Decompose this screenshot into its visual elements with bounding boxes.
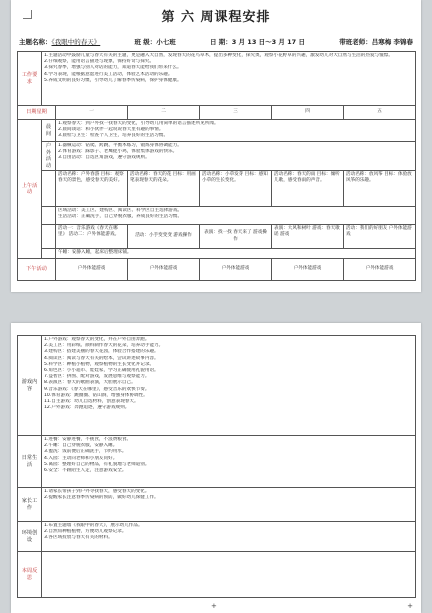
environment-line: 3.各区域投放与春天有关的材料。 [44,535,113,541]
theme-field [19,37,100,46]
game-line: 10.体育游戏：跳圈圈、钻山洞，增强身体协调性。 [44,392,148,398]
outdoor-cell [56,142,416,171]
game-content-label: 游戏内容 [18,336,42,436]
day-header: 三 [200,106,272,120]
teacher-value: 吕寒梅 李锦春 [371,38,413,46]
area-label [42,171,56,207]
game-line: 6.角色区：小小超市、娃娃家，学习正确使用礼貌用语。 [44,368,159,374]
afternoon-note-cell: 午睡：安静入睡，起床后整理床铺。 [56,249,416,259]
theme-label: 主题名称： [19,38,52,46]
area-cell-fri: 活动名称：放风筝 目标：体验放风筝的乐趣。 [344,171,416,207]
afternoon-note-blank [42,249,56,259]
morning-cell [56,120,416,142]
day-header: 二 [128,106,200,120]
class-field [134,37,175,46]
parent-work-line: 2.提醒家长注意春季传染病的预防，做好幼儿保健工作。 [44,495,159,501]
area-cell-tue: 活动名称：春天的花 目标：用画笔表现春天的花朵。 [128,171,200,207]
area-cell-wed: 活动名称：小草发芽 目标：感知小草的生长变化。 [200,171,272,207]
game-line: 5.科学区：种植小植物，观察植物的生长变化并记录。 [44,361,155,367]
outdoor-label: 户外活动 [42,142,56,171]
afternoon-cell: 户外体能游戏 [344,259,416,281]
daily-line: 1.进餐：安静进餐，不挑食，不浪费粮食。 [44,437,132,442]
game-cell-wed: 表演：找一找 春天来了 游戏操作 [200,225,272,249]
day-header: 一 [56,106,128,120]
game-cell-thu: 表演：大风和树叶 游戏：春天歌谣 游戏 [272,225,344,249]
game-cell-mon: 活动一：音乐游戏《春天在哪里》 活动二：户外体能游戏。 [56,225,128,249]
schedule-table-2 [17,335,416,598]
goal-line: 5.养成文明的良好习惯，引导幼儿了解春季传染病，保护身体健康。 [44,77,182,83]
environment-line: 2.自然角种植植物，方便幼儿观察记录。 [44,529,127,535]
outdoor-line: 3.自由活动：自选区角游戏，遵守游戏规则。 [58,155,150,161]
parent-work-cell [42,488,416,522]
area-note-cell [56,207,416,225]
plus-marker-icon: + [407,602,413,610]
teacher-label: 带班老师： [339,38,372,46]
area-cell-thu: 活动名称：春天的雨 目标：倾听儿歌，感受春雨的声音。 [272,171,344,207]
reflection-label: 本周反思 [18,552,42,598]
daily-line: 2.午睡：自己穿脱衣服，安静入睡。 [44,443,118,449]
game-content-cell [42,336,416,436]
plus-marker-icon: + [211,602,217,610]
area-note-line: 区域活动：美工区、建构区、阅读区、科学区自主选择游戏。 [58,208,183,213]
game-line: 3.建构区：搭建美丽的春天花园，体验合作搭建的乐趣。 [44,349,159,355]
game-line: 12.户外游戏：奔跑追逐，遵守游戏规则。 [44,405,130,411]
parent-work-label: 家长工作 [18,488,42,522]
environment-line: 1.布置主题墙《我眼中的春天》，展示幼儿作品。 [44,523,143,528]
outdoor-line: 2.体育游戏：踩影子、老鹰捉小鸡，体验集体游戏的快乐。 [58,149,178,155]
morning-section-label: 上午活动 [18,120,42,259]
goal-line: 4.学习表现，能根据意愿进行美工活动，体验艺术活动的乐趣。 [44,71,173,77]
afternoon-cell: 户外体能游戏 [56,259,128,281]
theme-value: 《我眼中的春天》 [51,38,101,46]
goals-cell [42,52,416,106]
afternoon-cell: 户外体能游戏 [128,259,200,281]
area-note-line: 生活活动：正确洗手，自己穿脱衣服，养成良好的生活习惯。 [58,214,183,220]
goal-line: 3.探究春季，增强与别人对话的能力，知道春天能给我们带来什么。 [44,65,182,71]
area-note-blank [42,207,56,225]
goal-line: 2.仔细观察，能用语言描述与现象，保持好奇与探究。 [44,59,155,65]
class-value: 小七班 [156,38,176,46]
date-label: 日 期： [209,38,232,46]
daily-line: 3.盥洗：饭前便后正确洗手，节约用水。 [44,449,127,455]
page-title: 第 六 周课程安排 [161,10,271,25]
day-header: 四 [272,106,344,120]
game-line: 11.自主游戏：幼儿自选材料，创意表现春天。 [44,399,139,405]
daily-line: 6.安全：不跟陌生人走，注意游戏安全。 [44,468,127,474]
game-line: 2.美工区：用彩纸、颜料制作春天的花朵，培养动手能力。 [44,343,164,349]
goal-line: 1.主题活动中鼓励儿童与春天有关的主题，更是融入大自然，发现春天的花鸟草木，提出多种变化，探究奥，观察小花野草的兴趣，激发幼儿对大自然与生活的热爱与憧憬。 [44,53,393,58]
morning-line: 2.晨间谈话：和小伙伴一起说说春天里有趣的事情。 [58,127,164,133]
morning-label: 晨间 [42,120,56,142]
game-blank [42,225,56,249]
parent-work-line: 1.请家长带孩子到户外寻找春天，感受春天的变化。 [44,489,150,494]
game-line: 8.表演区：春天的歌曲表演，大胆展示自己。 [44,380,136,386]
document-page-2 [11,323,421,613]
game-line: 1.户外游戏：观察春天的变化，并在户外自由奔跑。 [44,337,150,342]
game-line: 9.音乐游戏：《春天在哪里》，感受音乐的欢快节奏。 [44,386,150,392]
game-line: 7.益智区：拼图、配对游戏，发展思维与观察能力。 [44,374,150,380]
environment-label: 环境创设 [18,522,42,552]
afternoon-cell: 户外体能游戏 [200,259,272,281]
afternoon-label: 下午活动 [18,259,56,281]
day-header: 五 [344,106,416,120]
reflection-cell [42,552,416,598]
environment-cell [42,522,416,552]
outdoor-line: 1.器械运动：钻爬、跨跳、平衡木练习，锻炼身体协调能力。 [58,143,182,148]
game-cell-fri: 活动：我们的好朋友 户外体能游戏 [344,225,416,249]
schedule-table-1 [17,51,416,281]
meta-row [19,37,413,46]
morning-line: 3.晨检与卫生：检查个人卫生，培养良好的生活习惯。 [58,133,169,139]
document-page-1 [11,0,421,292]
goals-label: 工作要求 [18,52,42,106]
game-cell-tue: 活动：小手变变变 游戏操作 [128,225,200,249]
daily-line: 5.离园：整理好自己的物品，有礼貌地与老师道别。 [44,461,150,467]
daily-life-label: 日常生活 [18,436,42,488]
area-cell-mon: 活动名称：户外春游 目标：观察春天的景色，感受春天的美好。 [56,171,128,207]
morning-line: 1.观察春天：到户外找一找春天的变化，引导幼儿用简单的语言描述所见所闻。 [58,121,219,126]
teacher-field [339,37,413,46]
class-label: 班 级： [134,38,157,46]
game-line: 4.阅读区：阅读与春天有关的绘本，尝试讲述故事内容。 [44,355,159,361]
date-value: 3 月 13 日～3 月 17 日 [231,38,305,46]
date-field [210,37,305,46]
date-weekday-label: 日期星期 [18,106,56,120]
afternoon-cell: 户外体能游戏 [272,259,344,281]
daily-life-cell [42,436,416,488]
daily-line: 4.入园：主动向老师和小朋友问好。 [44,455,118,461]
